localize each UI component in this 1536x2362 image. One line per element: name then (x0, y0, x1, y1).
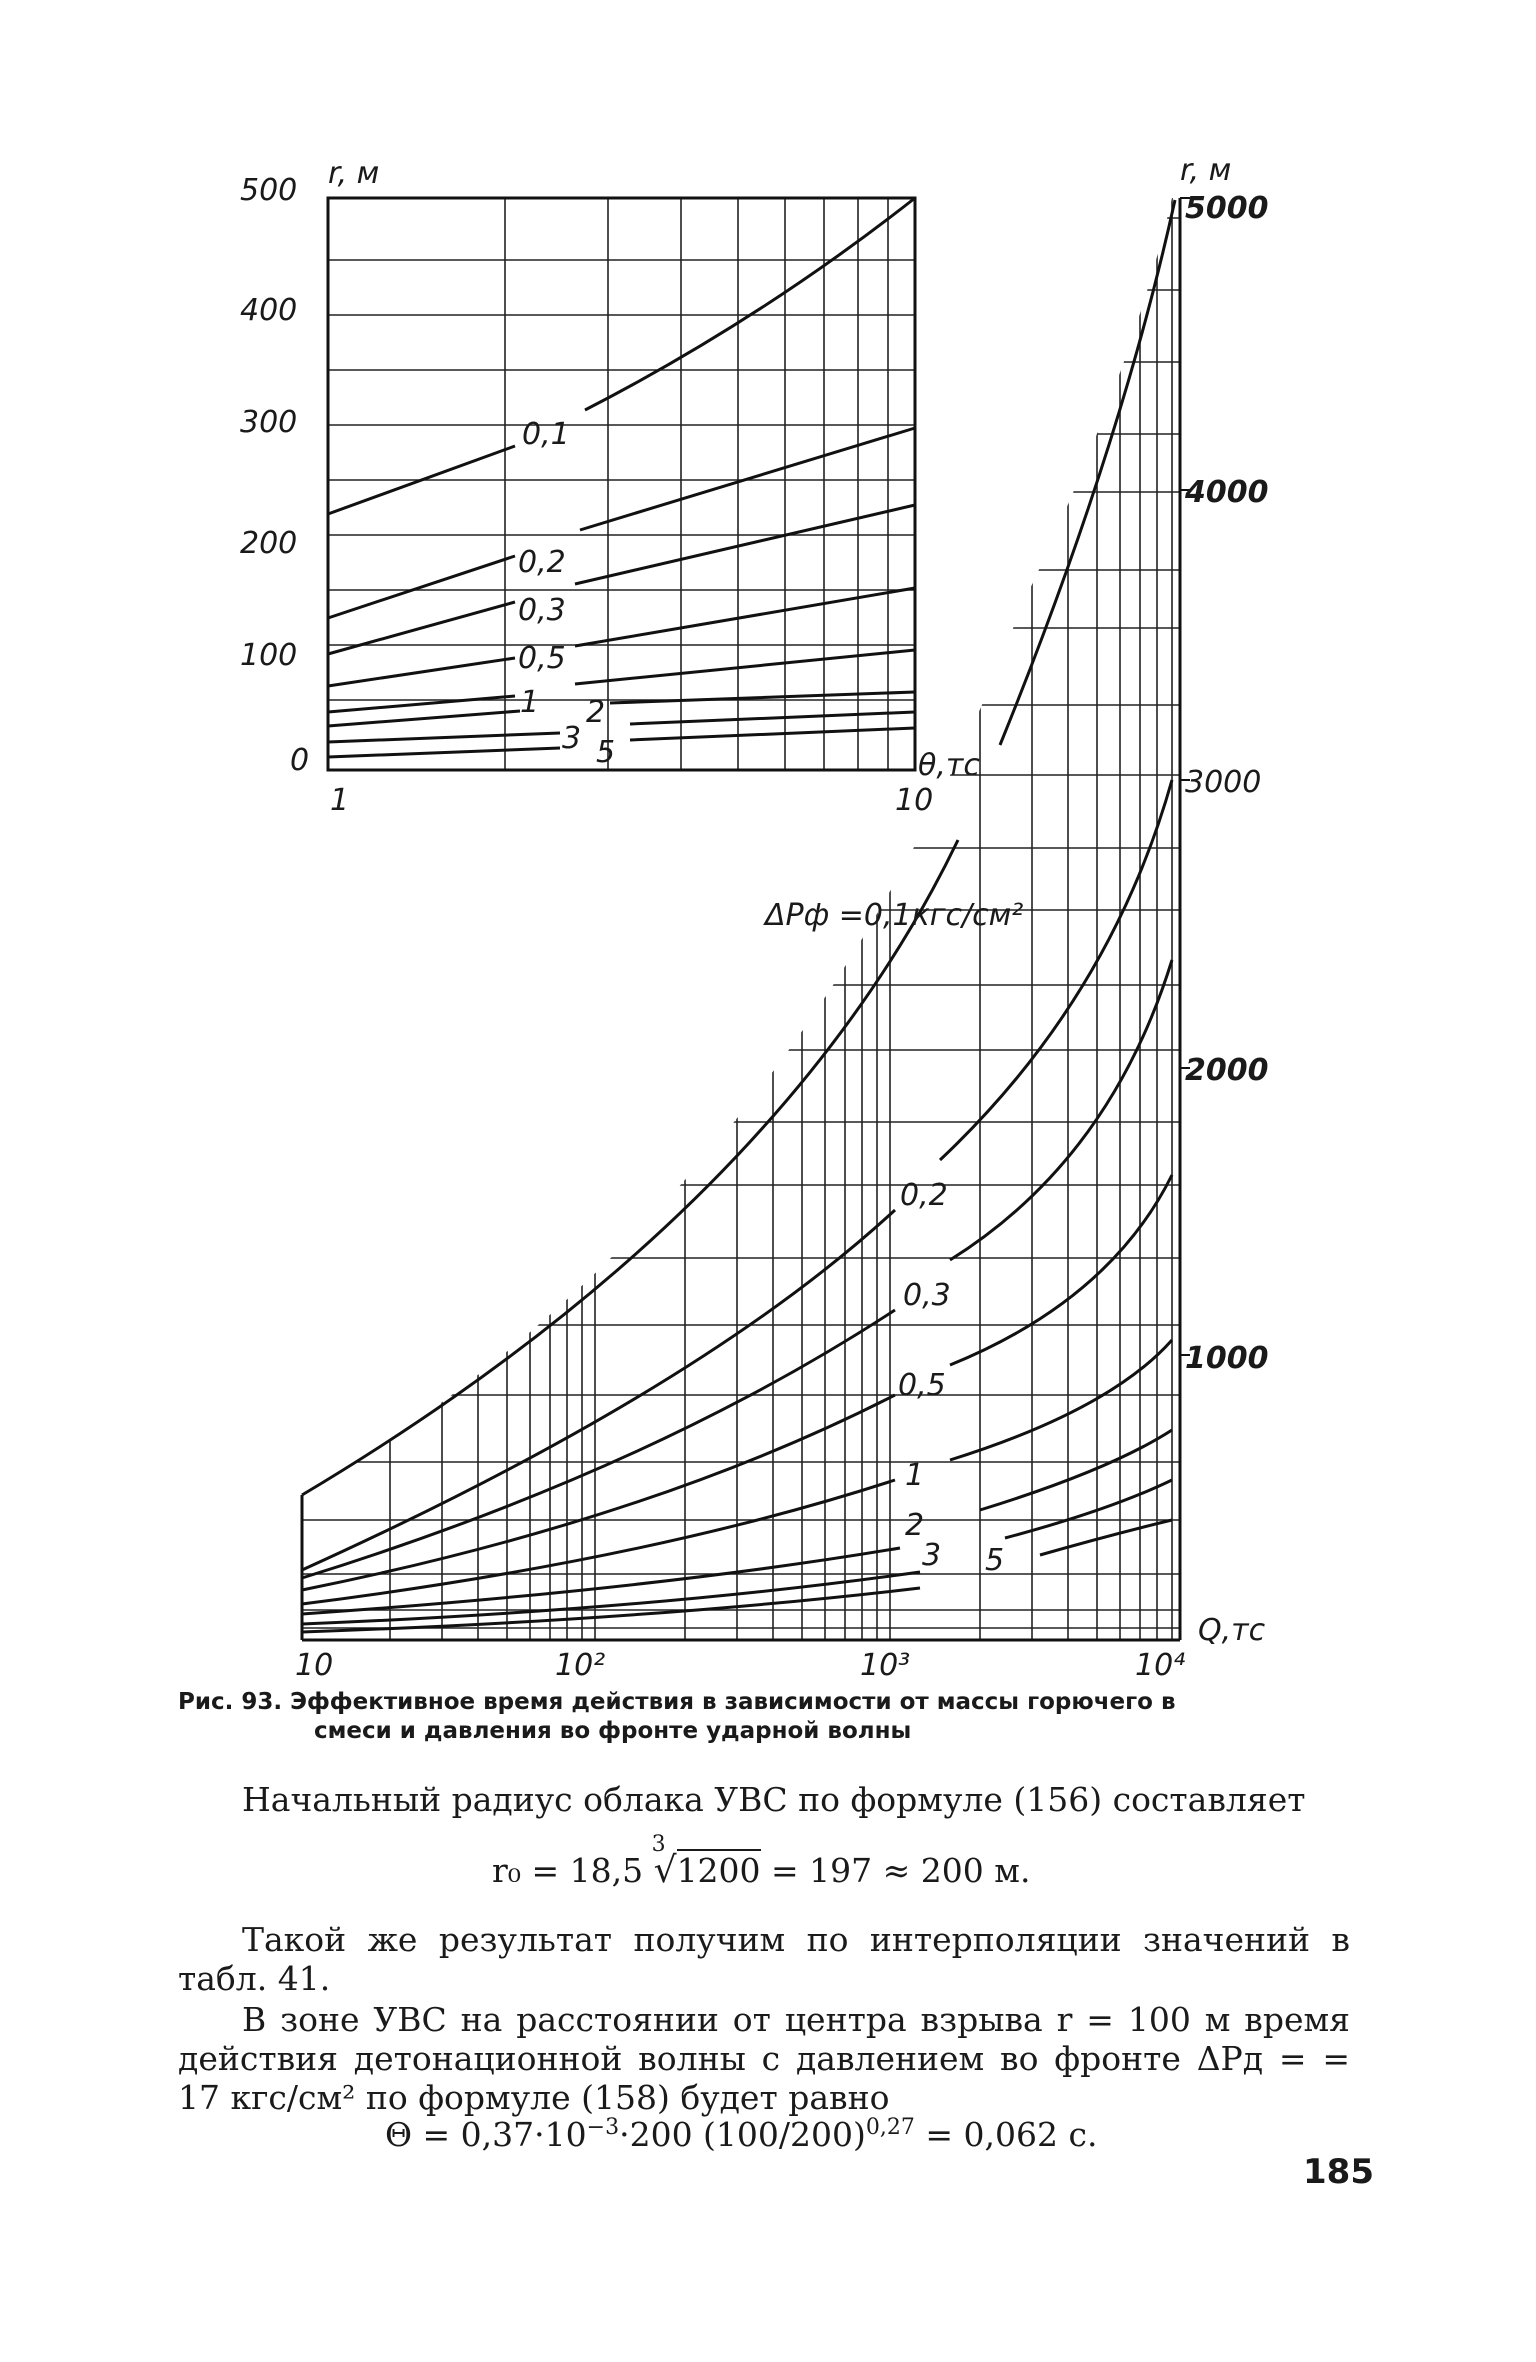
main-curve-labels (898, 1178, 1004, 1578)
paragraph-2-text: Такой же результат получим по интерполяции значений в табл. 41. (178, 1920, 1350, 1998)
formula-1-left: r₀ = 18,5 (492, 1851, 654, 1890)
inset-y-tick: 0 (290, 743, 310, 778)
cube-root (651, 1832, 761, 1891)
main-y-unit: r, м (1180, 153, 1232, 188)
inset-curve-label: 0,3 (518, 593, 566, 628)
paragraph-1-text: Начальный радиус облака УВС по формуле (156) составляет (242, 1780, 1306, 1819)
formula-2-right: = 0,062 с. (914, 2115, 1098, 2154)
inset-curve-label: 0,1 (522, 417, 570, 452)
inset-y-tick: 200 (240, 526, 298, 561)
inset-curves (328, 198, 915, 757)
formula-1-right: = 197 ≈ 200 м. (760, 1851, 1031, 1890)
paragraph-3-text: В зоне УВС на расстоянии от центра взрыва r = 100 м время действия детонационной волны с давлением во фронте ΔPд = = 17 кгс/см² по формуле (158) будет равно (178, 2000, 1350, 2117)
caption-line-1: Рис. 93. Эффективное время действия в зависимости от массы горючего в (178, 1689, 1176, 1715)
inset-frame (328, 198, 915, 770)
inset-x-tick: 1 (330, 783, 350, 818)
inset-y-unit: r, м (328, 156, 380, 191)
inset-curve-label: 2 (586, 695, 606, 730)
inset-x-unit: θ,тс (918, 748, 980, 783)
inset-curve-labels (518, 417, 615, 770)
formula-2-mid: ·200 (100/200) (619, 2115, 866, 2154)
main-chart (295, 153, 1269, 1683)
formula-2-exp1: −3 (586, 2115, 620, 2140)
inset-curve-label: 5 (596, 735, 616, 770)
inset-y-tick-labels (240, 173, 309, 778)
inset-y-tick: 400 (240, 293, 298, 328)
main-y-tick: 4000 (1185, 475, 1269, 510)
pressure-label: ΔPф =0,1кгс/см² (765, 898, 1024, 933)
paragraph-2 (178, 1920, 1350, 1998)
main-y-tick: 5000 (1185, 191, 1269, 226)
paragraph-3 (178, 2000, 1350, 2117)
page-number: 185 (1303, 2152, 1374, 2192)
inset-y-tick: 300 (240, 405, 298, 440)
main-x-tick: 10² (555, 1648, 606, 1683)
inset-grid (328, 198, 915, 770)
inset-curve-label: 0,2 (518, 545, 566, 580)
formula-2 (385, 2115, 1097, 2154)
formula-2-left: Θ = 0,37·10 (385, 2115, 587, 2154)
inset-curve-label: 3 (562, 721, 582, 756)
main-y-tick: 3000 (1185, 765, 1262, 800)
caption-line-2: смеси и давления во фронте ударной волны (314, 1718, 912, 1744)
main-curve-label: 3 (922, 1538, 942, 1573)
inset-curve-label: 0,5 (518, 641, 566, 676)
main-curve-label: 0,3 (903, 1278, 951, 1313)
root-index: 3 (651, 1832, 666, 1857)
figure-caption (178, 1688, 1358, 1746)
formula-2-exp2: 0,27 (865, 2115, 915, 2140)
root-sign: √ (653, 1850, 677, 1891)
main-x-tick: 10⁴ (1135, 1648, 1186, 1683)
main-y-tick-labels (1184, 191, 1269, 1376)
main-x-unit: Q,тс (1198, 1613, 1266, 1648)
main-x-tick: 10³ (860, 1648, 911, 1683)
inset-x-tick: 10 (895, 783, 934, 818)
main-curve-label: 5 (985, 1543, 1005, 1578)
radicand: 1200 (676, 1851, 761, 1890)
main-y-tick: 1000 (1185, 1341, 1269, 1376)
inset-y-tick: 100 (240, 638, 298, 673)
main-curve-label: 0,2 (900, 1178, 948, 1213)
main-y-tick: 2000 (1185, 1053, 1269, 1088)
main-curve-label: 2 (905, 1508, 925, 1543)
inset-y-tick: 500 (240, 173, 298, 208)
main-curve-label: 0,5 (898, 1368, 946, 1403)
paragraph-1 (242, 1780, 1342, 1819)
formula-1 (492, 1832, 1031, 1891)
main-curve-label: 1 (905, 1458, 925, 1493)
main-x-tick-labels (295, 1648, 1185, 1683)
inset-curve-label: 1 (520, 685, 540, 720)
main-x-tick: 10 (295, 1648, 334, 1683)
inset-chart (240, 156, 980, 818)
